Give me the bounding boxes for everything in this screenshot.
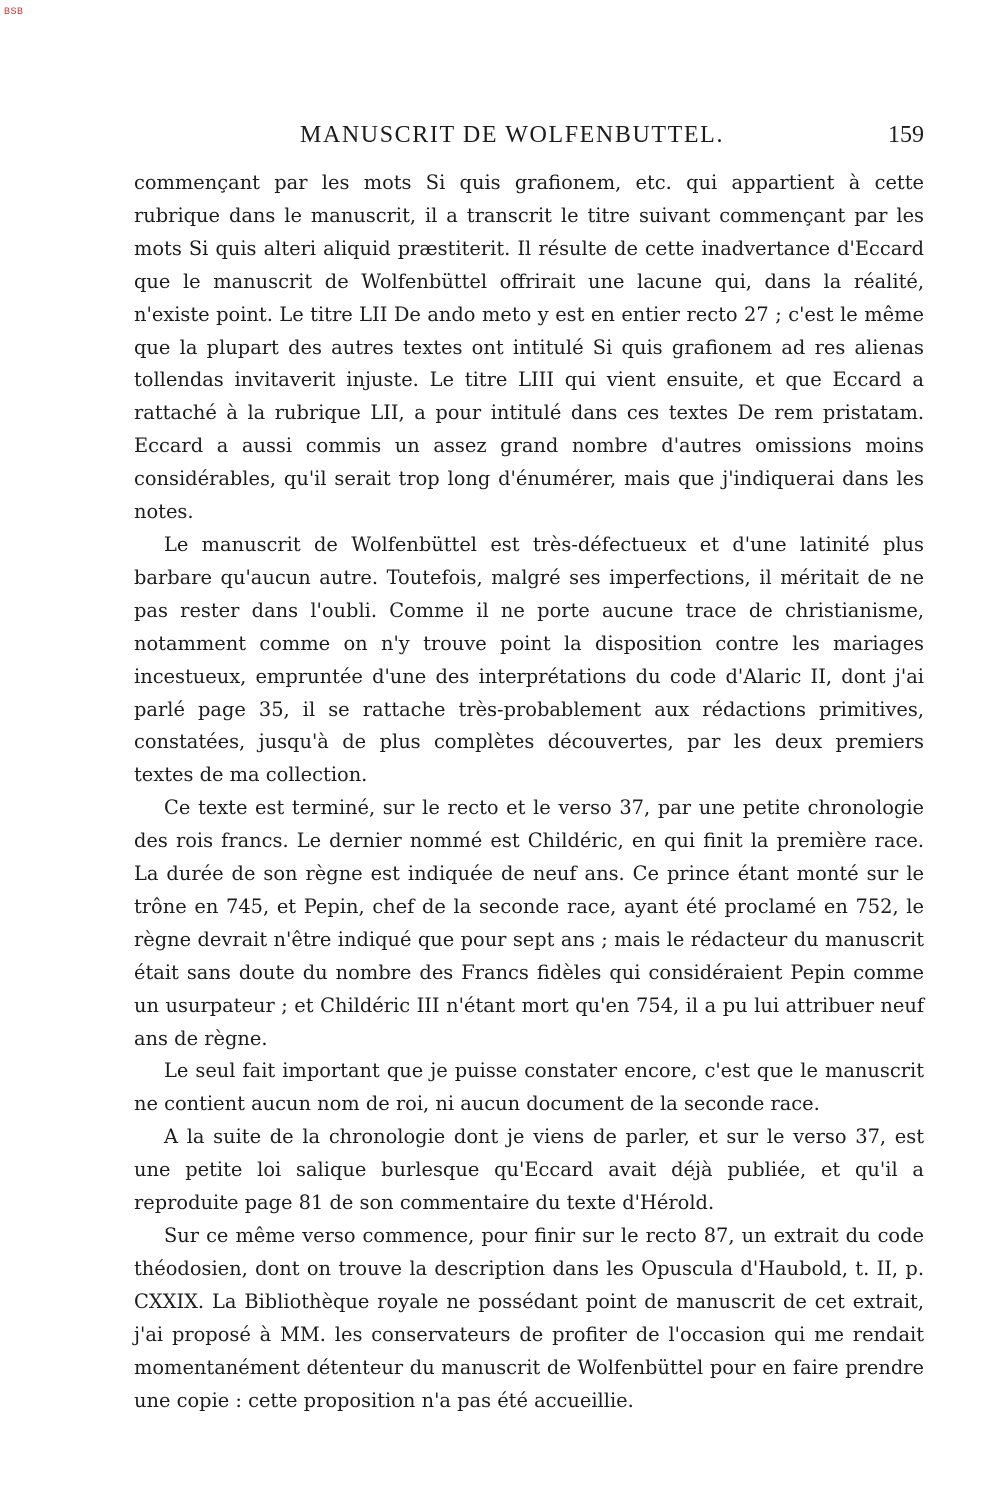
- paragraph: A la suite de la chronologie dont je viens de parler, et sur le verso 37, est une petite loi salique burlesque qu'Eccard avait déjà publiée, et qu'il a reproduite page 81 de son commentaire du texte d'Hérold.: [134, 1125, 924, 1215]
- body-text: [134, 167, 924, 1417]
- paragraph: Ce texte est terminé, sur le recto et le verso 37, par une petite chronologie des rois francs. Le dernier nommé est Childéric, en qui finit la première race. La durée de son règne est indiquée de neuf ans. Ce prince étant monté sur le trône en 745, et Pepin, chef de la seconde race, ayant été proclamé en 752, le règne devrait n'être indiqué que pour sept ans ; mais le rédacteur du manuscrit était sans doute du nombre des Francs fidèles qui considéraient Pepin comme un usurpateur ; et Childéric III n'étant mort qu'en 754, il a pu lui attribuer neuf ans de règne.: [134, 796, 924, 1050]
- page-number: 159: [888, 122, 924, 148]
- paragraph: commençant par les mots Si quis grafionem, etc. qui appartient à cette rubrique dans le manuscrit, il a transcrit le titre suivant commençant par les mots Si quis alteri aliquid præstiterit. Il résulte de cette inadvertance d'Eccard que le manuscrit de Wolfenbüttel offrirait une lacune qui, dans la réalité, n'existe point. Le titre LII De ando meto y est en entier recto 27 ; c'est le même que la plupart des autres textes ont intitulé Si quis grafionem ad res alienas tollendas invitaverit injuste. Le titre LIII qui vient ensuite, et que Eccard a rattaché à la rubrique LII, a pour intitulé dans ces textes De rem pristatam. Eccard a aussi commis un assez grand nombre d'autres omissions moins considérables, qu'il serait trop long d'énumérer, mais que j'indiquerai dans les notes.: [134, 171, 924, 524]
- library-stamp: BSB: [4, 6, 24, 16]
- paragraph: Le seul fait important que je puisse constater encore, c'est que le manuscrit ne contient aucun nom de roi, ni aucun document de la seconde race.: [134, 1059, 924, 1116]
- page-header: [134, 122, 924, 158]
- running-title: MANUSCRIT DE WOLFENBUTTEL.: [300, 122, 725, 148]
- paragraph: Sur ce même verso commence, pour finir sur le recto 87, un extrait du code théodosien, dont on trouve la description dans les Opuscula d'Haubold, t. II, p. CXXIX. La Bibliothèque royale ne possédant point de manuscrit de cet extrait, j'ai proposé à MM. les conservateurs de profiter de l'occasion qui me rendait momentanément détenteur du manuscrit de Wolfenbüttel pour en faire prendre une copie : cette proposition n'a pas été accueillie.: [134, 1224, 924, 1412]
- paragraph: Le manuscrit de Wolfenbüttel est très-défectueux et d'une latinité plus barbare qu'aucun autre. Toutefois, malgré ses imperfections, il méritait de ne pas rester dans l'oubli. Comme il ne porte aucune trace de christianisme, notamment comme on n'y trouve point la disposition contre les mariages incestueux, empruntée d'une des interprétations du code d'Alaric II, dont j'ai parlé page 35, il se rattache très-probablement aux rédactions primitives, constatées, jusqu'à de plus complètes découvertes, par les deux premiers textes de ma collection.: [134, 532, 924, 787]
